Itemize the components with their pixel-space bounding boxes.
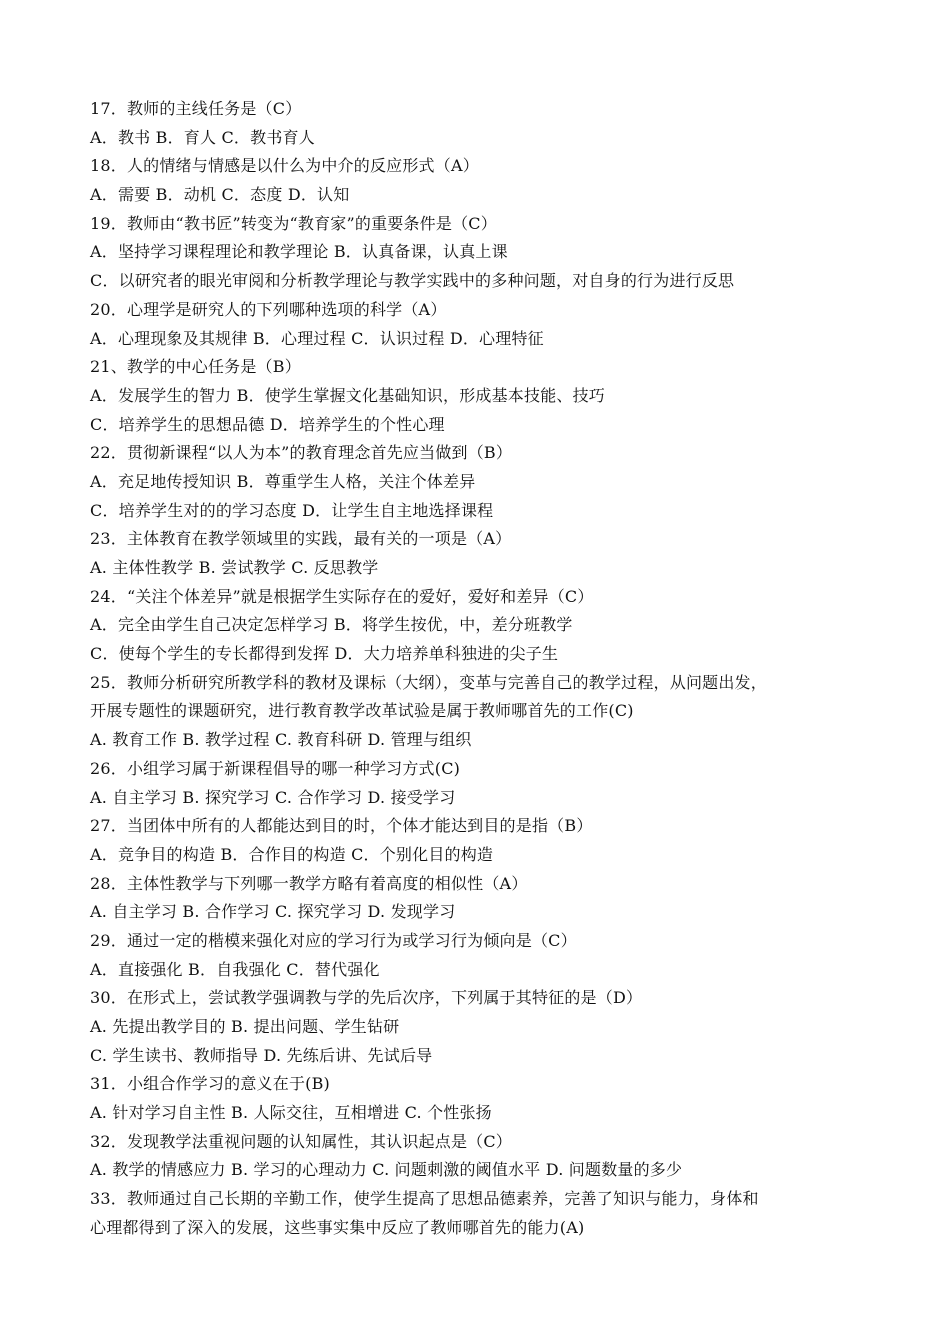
- question-text: 22．贯彻新课程“以人为本”的教育理念首先应当做到（B）: [90, 443, 513, 463]
- question-text: 19．教师由“教书匠”转变为“教育家”的重要条件是（C）: [90, 213, 497, 233]
- answer-options: C．以研究者的眼光审阅和分析教学理论与教学实践中的多种问题，对自身的行为进行反思: [90, 271, 735, 291]
- answer-options: A. 自主学习 B. 探究学习 C. 合作学习 D. 接受学习: [90, 787, 456, 807]
- answer-options: C．使每个学生的专长都得到发挥 D．大力培养单科独进的尖子生: [90, 644, 559, 664]
- answer-options: A. 自主学习 B. 合作学习 C. 探究学习 D. 发现学习: [90, 902, 456, 922]
- answer-options: C．培养学生对的的学习态度 D．让学生自主地选择课程: [90, 500, 494, 520]
- question-text: 30．在形式上，尝试教学强调教与学的先后次序，下列属于其特征的是（D）: [90, 988, 643, 1008]
- answer-options: A．心理现象及其规律 B．心理过程 C．认识过程 D．心理特征: [90, 328, 544, 348]
- question-text: 17．教师的主线任务是（C）: [90, 99, 302, 118]
- answer-options: A. 先提出教学目的 B. 提出问题、学生钻研: [90, 1017, 400, 1036]
- answer-options: A. 针对学习自主性 B. 人际交往，互相增进 C. 个性张扬: [90, 1103, 492, 1123]
- question-text: 31．小组合作学习的意义在于(B): [90, 1074, 331, 1094]
- question-text: 21、教学的中心任务是（B）: [90, 357, 301, 377]
- answer-options: C．培养学生的思想品德 D．培养学生的个性心理: [90, 414, 445, 434]
- answer-options: A．完全由学生自己决定怎样学习 B．将学生按优，中，差分班教学: [90, 615, 573, 635]
- answer-options: A. 教育工作 B. 教学过程 C. 教育科研 D. 管理与组织: [90, 730, 472, 750]
- question-text: 32．发现教学法重视问题的认知属性，其认识起点是（C）: [90, 1131, 513, 1151]
- question-text: 33．教师通过自己长期的辛勤工作，使学生提高了思想品德素养，完善了知识与能力，身体和: [90, 1189, 759, 1209]
- answer-options: A．竞争目的构造 B．合作目的构造 C．个别化目的构造: [90, 844, 494, 864]
- question-text: 20．心理学是研究人的下列哪种选项的科学（A）: [90, 299, 447, 319]
- question-list: [90, 95, 890, 1243]
- answer-options: A．坚持学习课程理论和教学理论 B．认真备课，认真上课: [90, 242, 508, 262]
- answer-options: 心理都得到了深入的发展，这些事实集中反应了教师哪首先的能力(A): [90, 1217, 585, 1237]
- answer-options: A. 主体性教学 B. 尝试教学 C. 反思教学: [90, 558, 379, 577]
- answer-options: A．直接强化 B．自我强化 C．替代强化: [90, 959, 380, 979]
- question-text: 24．“关注个体差异”就是根据学生实际存在的爱好，爱好和差异（C）: [90, 586, 594, 606]
- answer-options: 开展专题性的课题研究，进行教育教学改革试验是属于教师哪首先的工作(C): [90, 701, 634, 721]
- answer-options: A．教书 B．育人 C．教书育人: [90, 127, 315, 147]
- question-text: 26．小组学习属于新课程倡导的哪一种学习方式(C): [90, 758, 461, 778]
- question-text: 27．当团体中所有的人都能达到目的时，个体才能达到目的是指（B）: [90, 816, 593, 836]
- answer-options: A．充足地传授知识 B．尊重学生人格，关注个体差异: [90, 471, 476, 491]
- question-text: 18．人的情绪与情感是以什么为中介的反应形式（A）: [90, 156, 479, 176]
- question-text: 28．主体性教学与下列哪一教学方略有着高度的相似性（A）: [90, 873, 528, 893]
- answer-options: A. 教学的情感应力 B. 学习的心理动力 C. 问题刺激的阈值水平 D. 问题数量的多少: [90, 1160, 683, 1180]
- answer-options: C. 学生读书、教师指导 D. 先练后讲、先试后导: [90, 1045, 433, 1065]
- document-page: [90, 95, 890, 1243]
- question-text: 23．主体教育在教学领域里的实践，最有关的一项是（A）: [90, 529, 512, 549]
- answer-options: A．发展学生的智力 B．使学生掌握文化基础知识，形成基本技能、技巧: [90, 385, 605, 405]
- question-text: 25．教师分析研究所教学科的教材及课标（大纲），变革与完善自己的教学过程，从问题出发，: [90, 672, 767, 692]
- question-text: 29．通过一定的楷模来强化对应的学习行为或学习行为倾向是（C）: [90, 930, 577, 950]
- answer-options: A．需要 B．动机 C．态度 D．认知: [90, 185, 350, 205]
